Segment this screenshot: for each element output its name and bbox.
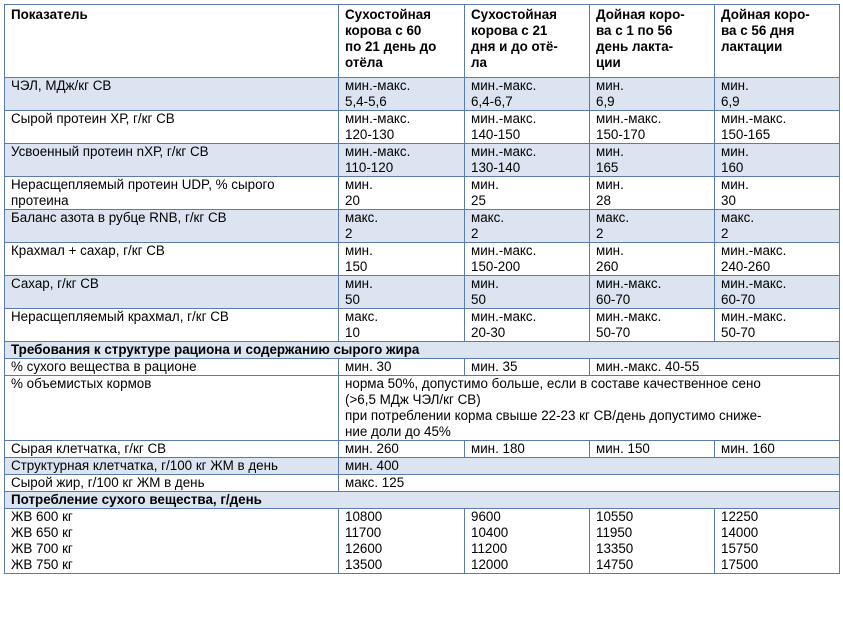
value-cell: мин.-макс. 5,4-5,6 [339, 78, 465, 111]
value-cell: мин.-макс. 50-70 [590, 309, 715, 342]
note-cell: норма 50%, допустимо больше, если в составе качественное сено (>6,5 МДж ЧЭЛ/кг СВ) при потреблении корма свыше 22-23 кг СВ/день допустимо сниже- ние доли до 45% [339, 376, 840, 441]
value-cell: 10550 11950 13350 14750 [590, 509, 715, 574]
section-intake [5, 492, 840, 509]
value-cell: мин. 50 [339, 276, 465, 309]
row-label: % сухого вещества в рационе [5, 359, 339, 376]
row-label: Нерасщепляемый протеин UDP, % сырого протеина [5, 177, 339, 210]
value-cell: мин. 35 [465, 359, 590, 376]
value-cell: макс. 2 [590, 210, 715, 243]
value-cell: мин.-макс. 130-140 [465, 144, 590, 177]
value-cell: мин. 30 [715, 177, 840, 210]
row-label: Баланс азота в рубце RNB, г/кг СВ [5, 210, 339, 243]
header-row [5, 5, 840, 78]
row-label: ЧЭЛ, МДж/кг СВ [5, 78, 339, 111]
row-label: Сырой жир, г/100 кг ЖМ в день [5, 475, 339, 492]
header-indicator: Показатель [5, 5, 339, 78]
header-lactating-56: Дойная коро- ва с 56 дня лактации [715, 5, 840, 78]
value-cell: мин. 25 [465, 177, 590, 210]
value-cell: мин. 160 [715, 441, 840, 458]
value-cell: 9600 10400 11200 12000 [465, 509, 590, 574]
value-cell: макс. 125 [339, 475, 840, 492]
requirements-table [4, 4, 840, 574]
value-cell: 12250 14000 15750 17500 [715, 509, 840, 574]
value-cell: 10800 11700 12600 13500 [339, 509, 465, 574]
row-label: Усвоенный протеин nХР, г/кг СВ [5, 144, 339, 177]
header-lactating-1-56: Дойная коро- ва с 1 по 56 день лакта- ции [590, 5, 715, 78]
value-cell: макс. 2 [339, 210, 465, 243]
value-cell: мин. 165 [590, 144, 715, 177]
value-cell: мин. 150 [590, 441, 715, 458]
value-cell: мин.-макс. 50-70 [715, 309, 840, 342]
row-label: Нерасщепляемый крахмал, г/кг СВ [5, 309, 339, 342]
value-cell: мин.-макс. 150-165 [715, 111, 840, 144]
value-cell: мин. 260 [590, 243, 715, 276]
row-label: Сахар, г/кг СВ [5, 276, 339, 309]
table-row [5, 276, 840, 309]
value-cell: мин. 30 [339, 359, 465, 376]
header-dry-60-21: Сухостойная корова с 60 по 21 день до отёла [339, 5, 465, 78]
value-cell: мин.-макс. 60-70 [590, 276, 715, 309]
value-cell: мин.-макс. 150-200 [465, 243, 590, 276]
value-cell: мин. 180 [465, 441, 590, 458]
table-row [5, 111, 840, 144]
row-label: Крахмал + сахар, г/кг СВ [5, 243, 339, 276]
section-title: Потребление сухого вещества, г/день [5, 492, 840, 509]
value-cell: мин. 260 [339, 441, 465, 458]
table-row [5, 78, 840, 111]
nutrient-rows [5, 78, 840, 342]
value-cell: мин. 6,9 [590, 78, 715, 111]
value-cell: мин. 400 [339, 458, 840, 475]
table-row [5, 475, 840, 492]
table-row [5, 458, 840, 475]
value-cell: мин.-макс. 240-260 [715, 243, 840, 276]
value-cell: мин.-макс. 20-30 [465, 309, 590, 342]
section-structure [5, 342, 840, 359]
value-cell: мин. 20 [339, 177, 465, 210]
value-cell: мин. 6,9 [715, 78, 840, 111]
row-label: Сырой протеин ХР, г/кг СВ [5, 111, 339, 144]
value-cell: мин. 160 [715, 144, 840, 177]
table-row [5, 309, 840, 342]
table-row [5, 177, 840, 210]
table-row [5, 509, 840, 574]
row-label: Сырая клетчатка, г/кг СВ [5, 441, 339, 458]
table-row [5, 144, 840, 177]
value-cell: макс. 10 [339, 309, 465, 342]
value-cell: мин.-макс. 120-130 [339, 111, 465, 144]
value-cell: макс. 2 [715, 210, 840, 243]
table-row [5, 359, 840, 376]
value-cell: мин. 28 [590, 177, 715, 210]
table-row [5, 376, 840, 441]
section-title: Требования к структуре рациона и содержанию сырого жира [5, 342, 840, 359]
row-label: Структурная клетчатка, г/100 кг ЖМ в день [5, 458, 339, 475]
row-label: % объемистых кормов [5, 376, 339, 441]
value-cell: макс. 2 [465, 210, 590, 243]
value-cell: мин.-макс. 6,4-6,7 [465, 78, 590, 111]
value-cell: мин.-макс. 150-170 [590, 111, 715, 144]
header-dry-21-calving: Сухостойная корова с 21 дня и до отё- ла [465, 5, 590, 78]
value-cell: мин.-макс. 140-150 [465, 111, 590, 144]
value-cell: мин.-макс. 110-120 [339, 144, 465, 177]
value-cell: мин. 150 [339, 243, 465, 276]
table-row [5, 243, 840, 276]
value-cell: мин.-макс. 40-55 [590, 359, 840, 376]
value-cell: мин.-макс. 60-70 [715, 276, 840, 309]
table-row [5, 441, 840, 458]
value-cell: мин. 50 [465, 276, 590, 309]
row-label: ЖВ 600 кг ЖВ 650 кг ЖВ 700 кг ЖВ 750 кг [5, 509, 339, 574]
table-row [5, 210, 840, 243]
